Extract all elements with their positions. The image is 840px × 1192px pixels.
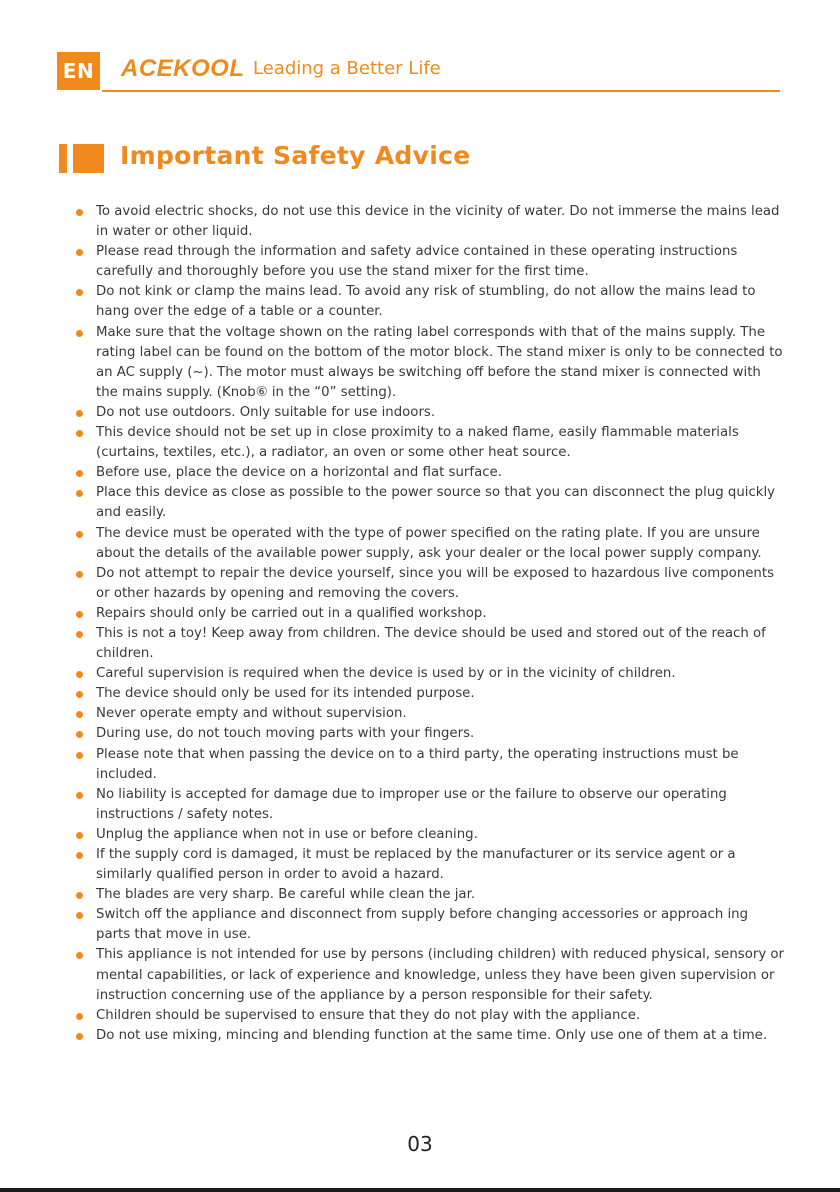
bullet-icon: [76, 691, 83, 698]
bullet-icon: [76, 912, 83, 919]
list-item: [70, 403, 786, 423]
bullet-icon: [76, 1013, 83, 1020]
list-item: [70, 524, 786, 564]
list-item-text: The device must be operated with the type of power specified on the rating plate. If you are unsure about the details of the available power supply, ask your dealer or the local power supply company.: [96, 525, 762, 561]
bullet-icon: [76, 531, 83, 538]
list-item-text: Do not attempt to repair the device yourself, since you will be exposed to hazardous live components or other hazards by opening and removing the covers.: [96, 565, 774, 601]
bullet-icon: [76, 571, 83, 578]
bullet-icon: [76, 470, 83, 477]
list-item: [70, 905, 786, 945]
list-item: [70, 945, 786, 1005]
bullet-icon: [76, 631, 83, 638]
brand-logo: ACEKOOL: [121, 55, 245, 82]
title-marker-block-icon: [73, 144, 104, 173]
safety-advice-list: [70, 202, 786, 1046]
bullet-icon: [76, 410, 83, 417]
bullet-icon: [76, 430, 83, 437]
bullet-icon: [76, 671, 83, 678]
list-item: [70, 684, 786, 704]
list-item: [70, 664, 786, 684]
list-item-text: Before use, place the device on a horizontal and flat surface.: [96, 465, 502, 481]
list-item-text: This is not a toy! Keep away from children. The device should be used and stored out of the reach of children.: [96, 625, 766, 662]
list-item-text: Do not kink or clamp the mains lead. To avoid any risk of stumbling, do not allow the mains lead to hang over the edge of a table or a counter.: [96, 284, 756, 320]
list-item-text: The blades are very sharp. Be careful while clean the jar.: [96, 887, 476, 903]
page-number: 03: [407, 1132, 433, 1156]
list-item: [70, 1006, 786, 1026]
bullet-icon: [76, 792, 83, 799]
bullet-icon: [76, 330, 83, 337]
list-item: [70, 785, 786, 825]
list-item-text: Switch off the appliance and disconnect from supply before changing accessories or approach ing parts that move in use.: [96, 907, 749, 943]
list-item: [70, 282, 786, 322]
list-item-text: Careful supervision is required when the device is used by or in the vicinity of children.: [96, 666, 676, 682]
bullet-icon: [76, 490, 83, 497]
list-item: [70, 724, 786, 744]
list-item-text: Do not use mixing, mincing and blending function at the same time. Only use one of them at a time.: [96, 1027, 768, 1043]
list-item: [70, 845, 786, 885]
bullet-icon: [76, 249, 83, 256]
list-item-text: During use, do not touch moving parts with your fingers.: [96, 726, 475, 742]
list-item: [70, 202, 786, 242]
list-item: [70, 624, 786, 664]
list-item: [70, 242, 786, 282]
list-item: [70, 463, 786, 483]
bullet-icon: [76, 852, 83, 859]
bullet-icon: [76, 209, 83, 216]
list-item: [70, 604, 786, 624]
list-item: [70, 885, 786, 905]
bullet-icon: [76, 289, 83, 296]
list-item: [70, 704, 786, 724]
footer-divider: [0, 1188, 840, 1192]
list-item-text: No liability is accepted for damage due to improper use or the failure to observe our operating instructions / safety notes.: [96, 786, 727, 822]
list-item-text: Unplug the appliance when not in use or before cleaning.: [96, 826, 478, 842]
list-item-text: Never operate empty and without supervision.: [96, 706, 407, 722]
page-title: Important Safety Advice: [120, 141, 471, 170]
bullet-icon: [76, 731, 83, 738]
list-item-text: If the supply cord is damaged, it must be replaced by the manufacturer or its service agent or a similarly qualified person in order to avoid a hazard.: [96, 847, 736, 883]
list-item-text: To avoid electric shocks, do not use this device in the vicinity of water. Do not immerse the mains lead in water or other liquid.: [96, 204, 780, 240]
header-divider: [102, 90, 780, 92]
list-item-text: Repairs should only be carried out in a qualified workshop.: [96, 605, 487, 621]
bullet-icon: [76, 832, 83, 839]
list-item-text: Do not use outdoors. Only suitable for use indoors.: [96, 404, 436, 420]
bullet-icon: [76, 952, 83, 959]
list-item: [70, 483, 786, 523]
list-item: [70, 564, 786, 604]
list-item: [70, 745, 786, 785]
list-item-text: Please note that when passing the device on to a third party, the operating instructions must be included.: [96, 746, 739, 782]
bullet-icon: [76, 611, 83, 618]
bullet-icon: [76, 711, 83, 718]
bullet-icon: [76, 892, 83, 899]
list-item: [70, 323, 786, 403]
brand-tagline: Leading a Better Life: [253, 58, 441, 79]
list-item: [70, 825, 786, 845]
language-badge: EN: [57, 52, 100, 90]
list-item-text: Children should be supervised to ensure that they do not play with the appliance.: [96, 1007, 641, 1023]
list-item-text: This device should not be set up in close proximity to a naked flame, easily flammable materials (curtains, textiles, etc.), a radiator, an oven or some other heat source.: [96, 425, 739, 461]
title-marker-icon: [59, 144, 67, 173]
list-item-text: Please read through the information and safety advice contained in these operating instructions carefully and thoroughly before you use the stand mixer for the first time.: [96, 244, 738, 280]
list-item-text: Make sure that the voltage shown on the rating label corresponds with that of the mains supply. The rating label can be found on the bottom of the motor block. The stand mixer is only to be connected to an AC supply (~). The motor must always be switching off before the stand mixer is connected with the mains supply. (Knob⑥ in the “0” setting).: [96, 324, 783, 400]
list-item: [70, 423, 786, 463]
list-item-text: Place this device as close as possible to the power source so that you can disconnect the plug quickly and easily.: [96, 485, 776, 521]
list-item: [70, 1026, 786, 1046]
list-item-text: The device should only be used for its intended purpose.: [96, 686, 475, 702]
list-item-text: This appliance is not intended for use by persons (including children) with reduced physical, sensory or mental capabilities, or lack of experience and knowledge, unless they have been given supervision or instruction concerning use of the appliance by a person responsible for their safety.: [96, 947, 785, 1003]
bullet-icon: [76, 752, 83, 759]
bullet-icon: [76, 1033, 83, 1040]
